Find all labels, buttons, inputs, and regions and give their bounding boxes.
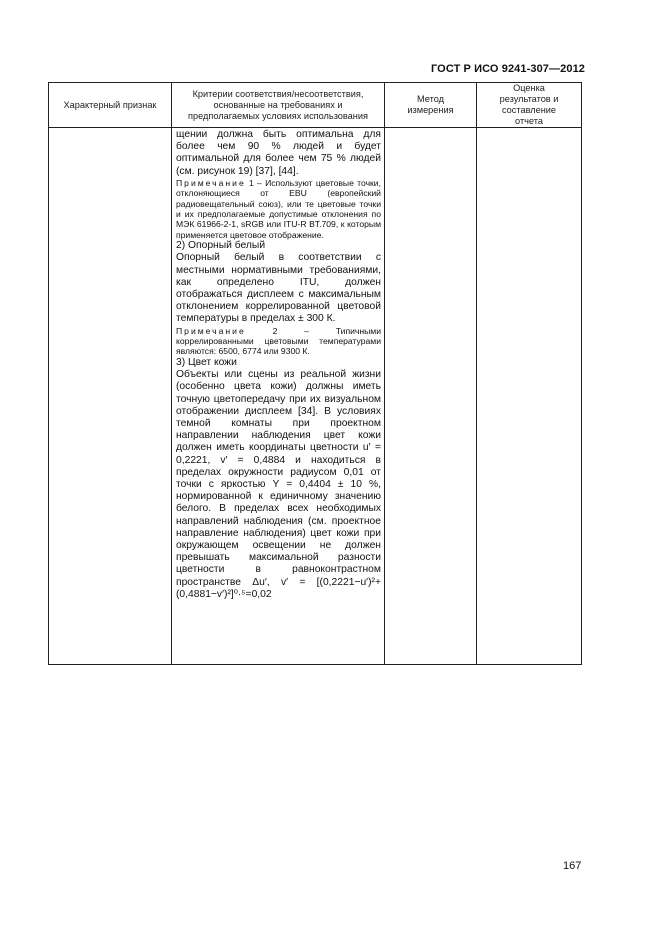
note-1-text: 1 – Используют цветовые точки, отклоняющиеся от EBU (европейский радиовещательный союз), или те цветовые точки и их предполагаемые допустимые отклонения по МЭК 61966-2-1, sRGB или ITU-R BT.709, к которым применяется цветовое отображение. [176, 177, 381, 240]
note-2 [176, 326, 381, 357]
method-cell [385, 128, 477, 665]
feature-cell [49, 128, 172, 665]
col-header-method: Метод измерения [385, 83, 477, 128]
col-header-assessment: Оценка результатов и составление отчета [477, 83, 582, 128]
table-row [49, 128, 582, 665]
item-3-title: 3) Цвет кожи [176, 356, 237, 368]
criteria-intro: щении должна быть оптимальна для более чем 90 % людей и будет оптимальной для более чем 75 % людей (см. рисунок 19) [37], [44]. [176, 129, 381, 177]
note-2-text: 2 – Типичными коррелированными цветовыми температурами являются: 6500, 6774 или 9300 К. [176, 325, 382, 357]
col-header-feature: Характерный признак [49, 83, 172, 128]
note-1-label: Примечание [176, 177, 246, 188]
criteria-table [48, 82, 582, 665]
note-1 [176, 178, 381, 240]
note-2-label: Примечание [176, 325, 246, 336]
criteria-cell [172, 128, 385, 665]
page-number: 167 [563, 860, 582, 872]
item-3-text: Объекты или сцены из реальной жизни (особенно цвета кожи) должны иметь точную цветопередачу при их визуальном отображении дисплеем [34]. В условиях темной комнаты при проектном направлении наблюдения цвет кожи должен иметь координаты цветности u′ = 0,2221, v′ = 0,4884 и находиться в пределах окружности радиусом 0,01 от точки с яркостью Y = 0,4404 ± 10 %, нормированной к единичному значению белого. В пределах всех необходимых направлений наблюдения (см. проектное направление наблюдения) цвет кожи при окружающем освещении не должен превышать максимальной разности цветности в равноконтрастном пространстве Δu′, v′ = [(0,2221−u′)²+(0,4881−v′)²]⁰·⁵=0,02 [176, 369, 381, 600]
col-header-criteria: Критерии соответствия/несоответствия, основанные на требованиях и предполагаемых условиях использования [172, 83, 385, 128]
item-2-title: 2) Опорный белый [176, 240, 266, 252]
assessment-cell [477, 128, 582, 665]
standard-id: ГОСТ Р ИСО 9241-307—2012 [430, 63, 585, 75]
table-header-row [49, 83, 582, 128]
item-2-text: Опорный белый в соответствии с местными нормативными требованиями, как определено ITU, должен отображаться дисплеем с максимальным отклонением коррелированной цветовой температуры в пределах ± 300 К. [176, 252, 381, 325]
